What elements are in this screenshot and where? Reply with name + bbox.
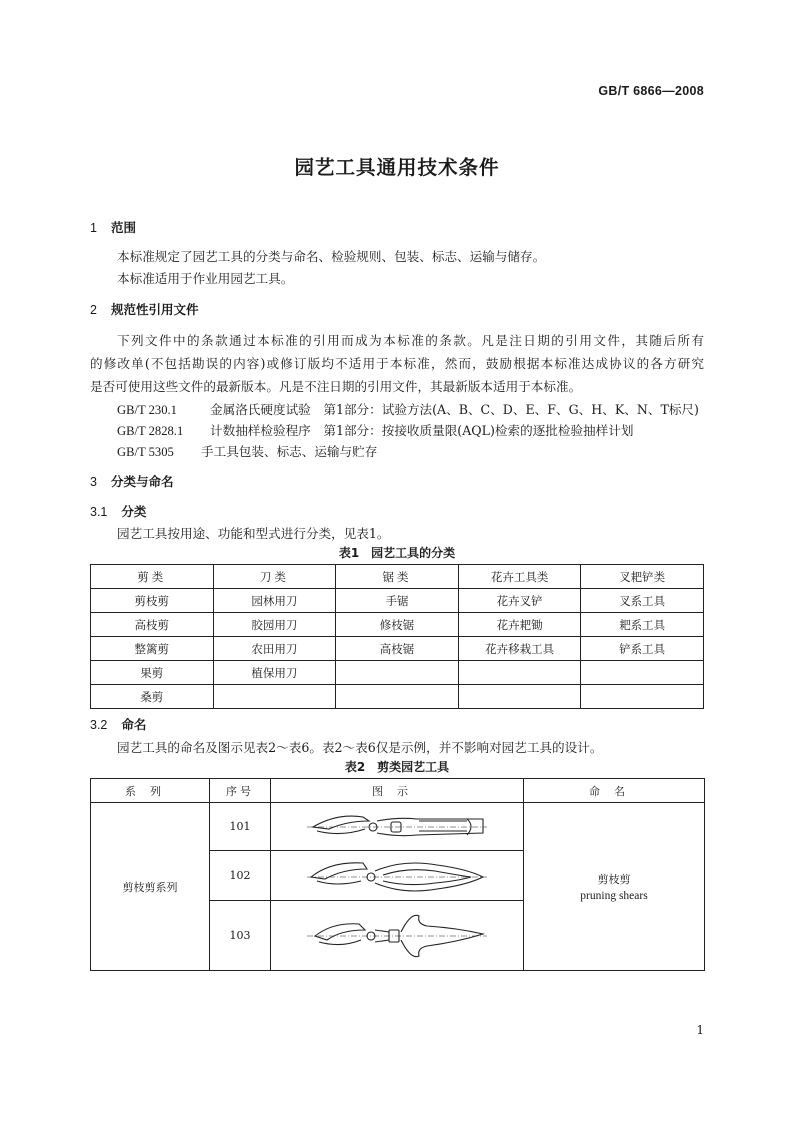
table-cell: [581, 685, 704, 709]
header-cell: 花卉工具类: [458, 565, 581, 589]
figure-cell: [271, 851, 524, 901]
pruning-shears-101-drawing: [307, 807, 487, 847]
header-cell: 剪类: [91, 565, 214, 589]
section-3-heading: [90, 472, 173, 490]
section-number: 1: [90, 221, 97, 235]
section-3-2-heading: [90, 715, 146, 733]
table-1-caption: 表1 园艺工具的分类: [338, 546, 456, 560]
section-title: 分类与命名: [110, 474, 174, 489]
header-cell: 命名: [524, 779, 705, 803]
section-number: 3: [90, 475, 97, 489]
reference-title: 手工具包装、标志、运输与贮存: [201, 444, 378, 459]
table-cell: 修枝锯: [336, 613, 459, 637]
number-cell: 101: [210, 803, 271, 851]
reference-title: 金属洛氏硬度试验 第1部分：试验方法(A、B、C、D、E、F、G、H、K、N、T标尺): [210, 402, 699, 417]
section-1-heading: [90, 218, 136, 236]
table-row: [91, 661, 704, 685]
normative-reference: [117, 420, 633, 439]
normative-reference: [117, 441, 377, 460]
table-cell: 花卉耙锄: [458, 613, 581, 637]
section-title: 分类: [121, 504, 147, 519]
table-cell: 桑剪: [91, 685, 214, 709]
table-cell: [336, 661, 459, 685]
page-number: 1: [696, 1023, 704, 1037]
table-2-caption: 表2 剪类园艺工具: [344, 760, 450, 774]
figure-cell: [271, 901, 524, 971]
table-cell: [336, 685, 459, 709]
table-cell: 铲系工具: [581, 637, 704, 661]
header-cell: 刀类: [213, 565, 336, 589]
table-cell: 园林用刀: [213, 589, 336, 613]
table-cell: 整篱剪: [91, 637, 214, 661]
name-cell: [524, 803, 705, 971]
table-cell: 耙系工具: [581, 613, 704, 637]
series-cell: 剪枝剪系列: [91, 803, 210, 971]
header-cell: 叉耙铲类: [581, 565, 704, 589]
table-cell: 植保用刀: [213, 661, 336, 685]
table-2: [90, 778, 705, 971]
table-cell: 农田用刀: [213, 637, 336, 661]
table-cell: 花卉叉铲: [458, 589, 581, 613]
table-cell: [458, 685, 581, 709]
header-cell: 系列: [91, 779, 210, 803]
figure-cell: [271, 803, 524, 851]
section-title: 范围: [110, 220, 136, 235]
table-cell: 手锯: [336, 589, 459, 613]
section-number: 3.1: [90, 505, 108, 519]
reference-title: 计数抽样检验程序 第1部分：按接收质量限(AQL)检索的逐批检验抽样计划: [210, 423, 634, 438]
paragraph-line: 是否可使用这些文件的最新版本。凡是不注日期的引用文件，其最新版本适用于本标准。: [90, 379, 582, 394]
table-row: [91, 637, 704, 661]
standard-number: GB/T 6866—2008: [598, 84, 704, 98]
table-cell: 花卉移栽工具: [458, 637, 581, 661]
header-cell: 锯类: [336, 565, 459, 589]
header-cell: 图示: [271, 779, 524, 803]
paragraph: 园艺工具的命名及图示见表2～表6。表2～表6仅是示例，并不影响对园艺工具的设计。: [117, 740, 603, 755]
table-1: [90, 564, 704, 709]
section-title: 命名: [121, 717, 147, 732]
document-title: 园艺工具通用技术条件: [294, 156, 500, 179]
table-row: [91, 803, 705, 851]
section-title: 规范性引用文件: [110, 302, 199, 317]
pruning-shears-103-drawing: [307, 906, 487, 966]
pruning-shears-102-drawing: [307, 855, 487, 897]
section-3-1-heading: [90, 502, 146, 520]
reference-code: GB/T 5305: [117, 445, 174, 459]
name-chinese: 剪枝剪: [597, 873, 631, 886]
table-header-row: [91, 565, 704, 589]
paragraph: 本标准适用于作业用园艺工具。: [117, 271, 294, 286]
table-cell: [213, 685, 336, 709]
number-cell: 103: [210, 901, 271, 971]
paragraph-line: 的修改单(不包括勘误的内容)或修订版均不适用于本标准，然而，鼓励根据本标准达成协议的各方研究: [90, 356, 704, 371]
section-2-heading: [90, 300, 198, 318]
table-cell: 高枝剪: [91, 613, 214, 637]
number-cell: 102: [210, 851, 271, 901]
name-english: pruning shears: [580, 890, 648, 902]
table-cell: [581, 661, 704, 685]
paragraph: 本标准规定了园艺工具的分类与命名、检验规则、包装、标志、运输与储存。: [117, 249, 546, 264]
paragraph-line: 下列文件中的条款通过本标准的引用而成为本标准的条款。凡是注日期的引用文件，其随后所有: [117, 333, 704, 348]
table-row: [91, 685, 704, 709]
paragraph: 园艺工具按用途、功能和型式进行分类，见表1。: [117, 526, 390, 541]
reference-code: GB/T 230.1: [117, 403, 177, 417]
reference-code: GB/T 2828.1: [117, 424, 184, 438]
table-cell: 剪枝剪: [91, 589, 214, 613]
table-cell: 胶园用刀: [213, 613, 336, 637]
table-cell: 叉系工具: [581, 589, 704, 613]
table-header-row: [91, 779, 705, 803]
normative-reference: [117, 399, 699, 418]
table-cell: [458, 661, 581, 685]
table-cell: 高枝锯: [336, 637, 459, 661]
table-cell: 果剪: [91, 661, 214, 685]
table-row: [91, 589, 704, 613]
table-row: [91, 613, 704, 637]
header-cell: 序号: [210, 779, 271, 803]
section-number: 2: [90, 303, 97, 317]
section-number: 3.2: [90, 718, 108, 732]
